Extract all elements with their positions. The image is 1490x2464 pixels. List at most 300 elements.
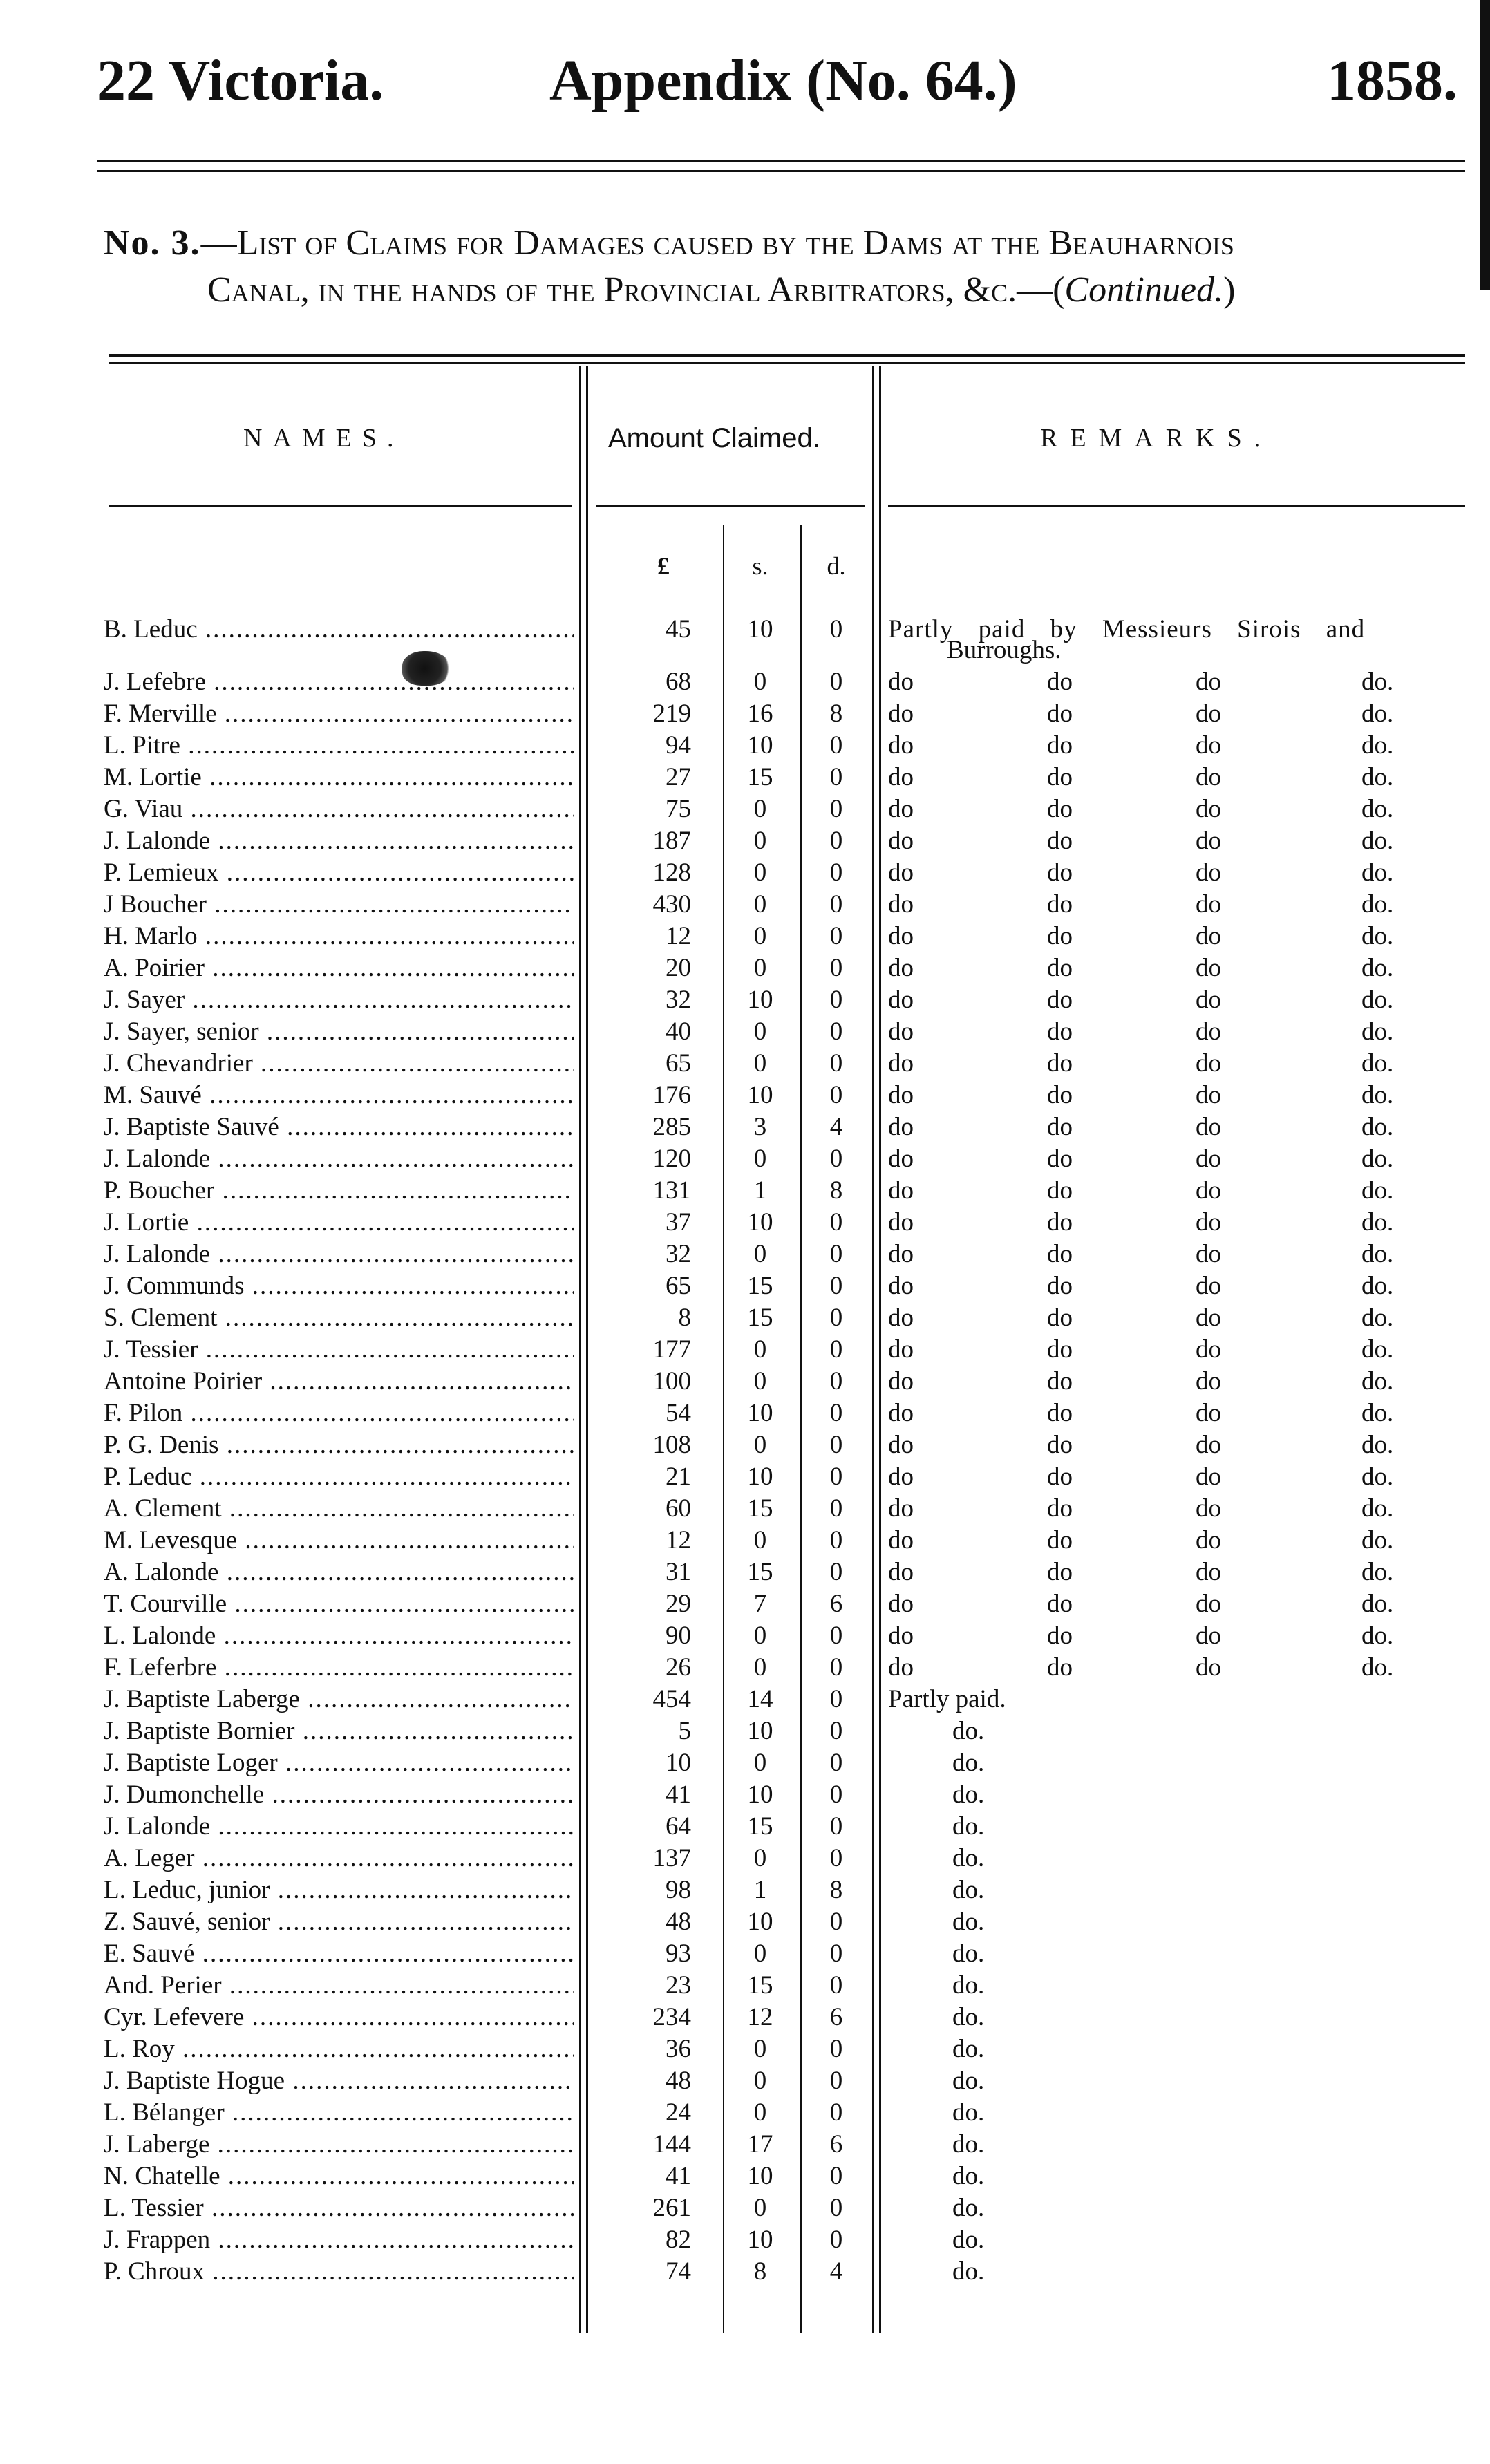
table-row (0, 1175, 1490, 1207)
amount-pence: 0 (829, 1812, 843, 1841)
claimant-name: L. Roy ..... (104, 2033, 574, 2065)
table-row (0, 2192, 1490, 2224)
table-row (0, 730, 1490, 762)
amount-shillings: 0 (753, 858, 767, 887)
amount-pence: 0 (829, 1780, 843, 1809)
amount-pence: 0 (829, 2194, 843, 2222)
claimant-name: And. Perier ..... (104, 1970, 574, 2002)
remark-ditto: do (1047, 890, 1073, 919)
remark-ditto: do. (1361, 795, 1394, 823)
title-continued: Continued. (1064, 270, 1224, 310)
table-row (0, 2129, 1490, 2161)
remark-ditto: do (1047, 699, 1073, 728)
table-row (0, 666, 1490, 698)
remark-ditto: do. (952, 1749, 985, 1777)
remark-ditto: do. (1361, 731, 1394, 760)
remark-ditto: do (888, 1304, 914, 1332)
remark-ditto: do. (952, 2098, 985, 2127)
remark-ditto: do. (1361, 986, 1394, 1014)
claimant-name: J. Baptiste Sauvé ..... (104, 1111, 574, 1143)
table-row (0, 1747, 1490, 1779)
remark-ditto: do (1047, 1463, 1073, 1491)
amount-shillings: 14 (747, 1685, 773, 1713)
remark-ditto: do (1196, 1240, 1221, 1268)
table-row (0, 1080, 1490, 1111)
amount-pence: 0 (829, 1240, 843, 1268)
amount-shillings: 0 (753, 1939, 767, 1968)
remark-ditto: do (1047, 858, 1073, 887)
claimant-name: A. Lalonde ..... (104, 1557, 574, 1588)
amount-pence: 0 (829, 1685, 843, 1713)
amount-shillings: 0 (753, 1749, 767, 1777)
claimant-name: F. Pilon ..... (104, 1398, 574, 1429)
amount-pence: 0 (829, 1272, 843, 1300)
remark-ditto: do (1047, 1431, 1073, 1459)
amount-pounds: 32 (666, 1240, 691, 1268)
remark-ditto: do (888, 1367, 914, 1395)
remark-ditto: do (1047, 922, 1073, 950)
amount-shillings: 0 (753, 2035, 767, 2063)
amount-shillings: 10 (747, 1399, 773, 1427)
amount-pounds: 90 (666, 1621, 691, 1650)
amount-shillings: 0 (753, 668, 767, 696)
amount-pounds: 40 (666, 1017, 691, 1046)
table-row (0, 2161, 1490, 2192)
unit-pounds: £ (657, 552, 670, 580)
amount-pounds: 234 (652, 2003, 691, 2031)
column-header-remarks: REMARKS. (1040, 424, 1274, 453)
amount-shillings: 0 (753, 1145, 767, 1173)
amount-pounds: 430 (652, 890, 691, 919)
remark-ditto: do (1196, 986, 1221, 1014)
remark-ditto: do (1047, 1145, 1073, 1173)
amount-pence: 0 (829, 2226, 843, 2254)
amount-shillings: 10 (747, 1780, 773, 1809)
remark-ditto: do. (1361, 1049, 1394, 1078)
remarks-head-rule (888, 505, 1465, 507)
claimant-name: H. Marlo ..... (104, 921, 574, 952)
amount-pence: 0 (829, 1908, 843, 1936)
claimant-name: B. Leduc ..... (104, 614, 574, 646)
remark-ditto: do. (952, 2067, 985, 2095)
amount-shillings: 0 (753, 827, 767, 855)
unit-shillings: s. (752, 552, 768, 580)
amount-shillings: 0 (753, 1621, 767, 1650)
remark-ditto: do (1196, 1304, 1221, 1332)
amount-shillings: 0 (753, 1653, 767, 1682)
amount-pence: 6 (829, 2003, 843, 2031)
amount-pounds: 144 (652, 2130, 691, 2159)
table-row (0, 2256, 1490, 2288)
table-row (0, 793, 1490, 825)
amount-pence: 0 (829, 1717, 843, 1745)
amount-shillings: 10 (747, 731, 773, 760)
remark-ditto: do. (952, 2162, 985, 2190)
unit-pence: d. (827, 552, 846, 580)
amount-shillings: 0 (753, 1240, 767, 1268)
remark-ditto: do. (952, 2257, 985, 2286)
amount-pence: 0 (829, 954, 843, 982)
claimant-name: T. Courville ..... (104, 1588, 574, 1620)
remark-ditto: do (888, 1176, 914, 1205)
claimant-name: L. Pitre ..... (104, 730, 574, 762)
amount-shillings: 0 (753, 1367, 767, 1395)
remark-ditto: do. (1361, 922, 1394, 950)
amount-pounds: 131 (652, 1176, 691, 1205)
remark-ditto: do (1047, 795, 1073, 823)
remark-ditto: do (1047, 1208, 1073, 1236)
table-row (0, 1429, 1490, 1461)
table-row (0, 2224, 1490, 2256)
amount-pounds: 454 (652, 1685, 691, 1713)
amount-pence: 0 (829, 1208, 843, 1236)
table-row (0, 1461, 1490, 1493)
remark-ditto: do (1196, 668, 1221, 696)
table-row (0, 1588, 1490, 1620)
remark-ditto: do. (952, 2035, 985, 2063)
remark-ditto: do (888, 1558, 914, 1586)
remark-ditto: do (888, 827, 914, 855)
claimant-name: J. Frappen ..... (104, 2224, 574, 2256)
amount-pounds: 45 (666, 615, 691, 643)
table-row (0, 1207, 1490, 1239)
remark-ditto: do (1196, 1208, 1221, 1236)
header-rule-bottom (97, 170, 1465, 172)
amount-pounds: 23 (666, 1971, 691, 2000)
remark-ditto: do (1196, 763, 1221, 791)
amount-pence: 0 (829, 1335, 843, 1364)
remark-ditto: do (888, 1463, 914, 1491)
amount-pounds: 177 (652, 1335, 691, 1364)
amount-pence: 8 (829, 1176, 843, 1205)
remark-ditto: do (1196, 1113, 1221, 1141)
claimant-name: J Boucher ..... (104, 889, 574, 921)
header-year: 1858. (1327, 48, 1458, 113)
remark-ditto: do (1047, 1081, 1073, 1109)
remark-ditto: do (1196, 827, 1221, 855)
amount-shillings: 0 (753, 1844, 767, 1872)
remark-ditto: do (1047, 1399, 1073, 1427)
remark-ditto: do (888, 1017, 914, 1046)
amount-pounds: 41 (666, 1780, 691, 1809)
remark-ditto: do. (1361, 827, 1394, 855)
amount-pounds: 12 (666, 1526, 691, 1554)
remark-ditto: do (1196, 1081, 1221, 1109)
amount-pounds: 5 (678, 1717, 691, 1745)
table-row (0, 1715, 1490, 1747)
remark-ditto: do. (1361, 1526, 1394, 1554)
amount-pounds: 285 (652, 1113, 691, 1141)
amount-pounds: 29 (666, 1590, 691, 1618)
claimant-name: J. Baptiste Laberge ..... (104, 1684, 574, 1715)
amount-pounds: 74 (666, 2257, 691, 2286)
amount-pounds: 36 (666, 2035, 691, 2063)
claimant-name: J. Laberge ..... (104, 2129, 574, 2161)
claimant-name: A. Poirier ..... (104, 952, 574, 984)
amount-shillings: 0 (753, 1335, 767, 1364)
claimant-name: N. Chatelle ..... (104, 2161, 574, 2192)
remark-text: Partly paid by Messieurs Sirois and (888, 615, 1366, 643)
table-row (0, 1143, 1490, 1175)
remark-ditto: do (1196, 731, 1221, 760)
table-row (0, 1620, 1490, 1652)
amount-pence: 0 (829, 1304, 843, 1332)
claimant-name: P. Leduc ..... (104, 1461, 574, 1493)
remark-ditto: do. (1361, 1621, 1394, 1650)
table-row (0, 1557, 1490, 1588)
header-appendix: Appendix (No. 64.) (549, 48, 1017, 113)
remark-ditto: do (888, 1526, 914, 1554)
remark-ditto: do (1047, 1049, 1073, 1078)
amount-shillings: 10 (747, 1081, 773, 1109)
claimant-name: J. Baptiste Hogue ..... (104, 2065, 574, 2097)
table-row (0, 1811, 1490, 1843)
table-row (0, 1970, 1490, 2002)
remark-ditto: do (1196, 1621, 1221, 1650)
amount-pence: 0 (829, 986, 843, 1014)
claimant-name: A. Leger ..... (104, 1843, 574, 1874)
amount-shillings: 15 (747, 1812, 773, 1841)
remark-ditto: do. (952, 1780, 985, 1809)
amount-pence: 0 (829, 1049, 843, 1078)
table-row (0, 889, 1490, 921)
amount-shillings: 0 (753, 795, 767, 823)
claimant-name: J. Baptiste Bornier ..... (104, 1715, 574, 1747)
remark-ditto: do (1196, 1272, 1221, 1300)
claimant-name: J. Sayer, senior ..... (104, 1016, 574, 1048)
amount-pence: 0 (829, 1494, 843, 1523)
amount-shillings: 10 (747, 1717, 773, 1745)
amount-pounds: 82 (666, 2226, 691, 2254)
table-row (0, 1334, 1490, 1366)
claimant-name: M. Lortie ..... (104, 762, 574, 793)
remark-ditto: do (1047, 1558, 1073, 1586)
amount-shillings: 1 (753, 1876, 767, 1904)
remark-ditto: do. (1361, 699, 1394, 728)
table-title (104, 220, 1458, 314)
remark-ditto: do (1196, 1145, 1221, 1173)
table-row (0, 762, 1490, 793)
claimant-name: J. Lalonde ..... (104, 1239, 574, 1270)
remark-ditto: do. (952, 2130, 985, 2159)
amount-pounds: 41 (666, 2162, 691, 2190)
claimant-name: J. Chevandrier ..... (104, 1048, 574, 1080)
table-row (0, 1684, 1490, 1715)
amount-shillings: 10 (747, 1463, 773, 1491)
amount-pence: 0 (829, 1399, 843, 1427)
remark-ditto: do. (1361, 1113, 1394, 1141)
amount-shillings: 15 (747, 1971, 773, 2000)
header-rule-top (97, 160, 1465, 162)
title-close-paren: ) (1223, 270, 1236, 310)
remark-ditto: do (888, 795, 914, 823)
remark-ditto: do (1196, 795, 1221, 823)
amount-shillings: 3 (753, 1113, 767, 1141)
claimant-name: E. Sauvé ..... (104, 1938, 574, 1970)
remark-ditto: do. (1361, 1653, 1394, 1682)
amount-pounds: 261 (652, 2194, 691, 2222)
amount-pence: 0 (829, 1367, 843, 1395)
amount-pence: 0 (829, 858, 843, 887)
amount-pence: 0 (829, 1971, 843, 2000)
running-header (0, 43, 1490, 119)
table-row (0, 2002, 1490, 2033)
amount-shillings: 0 (753, 954, 767, 982)
remark-ditto: do (888, 1399, 914, 1427)
amount-pounds: 176 (652, 1081, 691, 1109)
amount-pence: 0 (829, 1621, 843, 1650)
remark-ditto: do. (1361, 858, 1394, 887)
claimant-name: L. Lalonde ..... (104, 1620, 574, 1652)
claimant-name: J. Communds ..... (104, 1270, 574, 1302)
remark-ditto: do (888, 1113, 914, 1141)
title-line1-text: —List of Claims for Damages caused by the Dams at the Beauharnois (200, 223, 1234, 263)
remark-ditto: do. (952, 1844, 985, 1872)
remark-ditto: do (1196, 1335, 1221, 1364)
claimant-name: F. Merville ..... (104, 698, 574, 730)
remark-ditto: do. (1361, 1081, 1394, 1109)
names-head-rule (109, 505, 572, 507)
table-top-rule (109, 354, 1465, 357)
title-number: No. 3. (104, 223, 201, 263)
amount-pence: 0 (829, 668, 843, 696)
remark-ditto: do (1196, 1558, 1221, 1586)
amount-pounds: 64 (666, 1812, 691, 1841)
amount-pence: 4 (829, 2257, 843, 2286)
title-line2-text: Canal, in the hands of the Provincial Arbitrators, &c.—( (207, 270, 1065, 310)
amount-pence: 0 (829, 922, 843, 950)
claimant-name: J. Lefebre ..... (104, 666, 574, 698)
amount-pence: 0 (829, 1939, 843, 1968)
amount-pence: 0 (829, 1081, 843, 1109)
remark-ditto: do (1047, 1272, 1073, 1300)
remark-ditto: do (1196, 1590, 1221, 1618)
amount-shillings: 15 (747, 1304, 773, 1332)
remark-ditto: do (1047, 1017, 1073, 1046)
remark-ditto: do. (1361, 1240, 1394, 1268)
amount-pence: 0 (829, 1749, 843, 1777)
amount-pence: 0 (829, 615, 843, 643)
remark-ditto: do. (1361, 1494, 1394, 1523)
table-row (0, 921, 1490, 952)
amount-shillings: 0 (753, 1431, 767, 1459)
remark-ditto: do (888, 763, 914, 791)
remark-ditto: do (888, 1621, 914, 1650)
amount-pence: 6 (829, 2130, 843, 2159)
remark-ditto: do. (1361, 1335, 1394, 1364)
amount-shillings: 10 (747, 2162, 773, 2190)
amount-shillings: 0 (753, 1526, 767, 1554)
table-row (0, 857, 1490, 889)
claimant-name: Cyr. Lefevere ..... (104, 2002, 574, 2033)
amount-shillings: 0 (753, 1049, 767, 1078)
remark-ditto: do. (1361, 954, 1394, 982)
amount-pounds: 48 (666, 2067, 691, 2095)
table-row (0, 984, 1490, 1016)
remark-ditto: do. (952, 1971, 985, 2000)
remark-ditto: do. (1361, 1272, 1394, 1300)
remark-ditto: do (888, 1145, 914, 1173)
table-row (0, 1906, 1490, 1938)
table-row (0, 1525, 1490, 1557)
amount-pence: 0 (829, 827, 843, 855)
remark-ditto: do (1047, 668, 1073, 696)
amount-pence: 0 (829, 763, 843, 791)
remark-ditto: do. (952, 2226, 985, 2254)
remark-ditto: do (1047, 1335, 1073, 1364)
amount-shillings: 1 (753, 1176, 767, 1205)
remark-ditto: do. (1361, 1017, 1394, 1046)
remark-ditto: do (1196, 954, 1221, 982)
remark-ditto: do. (1361, 1590, 1394, 1618)
amount-pence: 0 (829, 2162, 843, 2190)
remark-ditto: do (888, 1590, 914, 1618)
amount-pounds: 20 (666, 954, 691, 982)
amount-shillings: 17 (747, 2130, 773, 2159)
claimant-name: Z. Sauvé, senior ..... (104, 1906, 574, 1938)
amount-pounds: 93 (666, 1939, 691, 1968)
amount-shillings: 0 (753, 922, 767, 950)
remark-ditto: do (1196, 1653, 1221, 1682)
remark-ditto: do (888, 986, 914, 1014)
amount-pounds: 32 (666, 986, 691, 1014)
amount-pounds: 21 (666, 1463, 691, 1491)
amount-pence: 0 (829, 1526, 843, 1554)
amount-shillings: 10 (747, 986, 773, 1014)
amount-shillings: 10 (747, 2226, 773, 2254)
amount-pounds: 219 (652, 699, 691, 728)
remark-ditto: do (1196, 1399, 1221, 1427)
table-row (0, 1048, 1490, 1080)
remark-ditto: do (1047, 827, 1073, 855)
claimant-name: S. Clement ..... (104, 1302, 574, 1334)
claimant-name: J. Lortie ..... (104, 1207, 574, 1239)
table-row (0, 1366, 1490, 1398)
claimant-name: P. Chroux ..... (104, 2256, 574, 2288)
remark-ditto: do (888, 858, 914, 887)
amount-shillings: 12 (747, 2003, 773, 2031)
amount-shillings: 15 (747, 1494, 773, 1523)
remark-ditto: do (888, 922, 914, 950)
remark-ditto: do (888, 1335, 914, 1364)
remark-ditto: do. (1361, 1431, 1394, 1459)
remark-text-continued: Burroughs. (947, 636, 1062, 664)
amount-pounds: 75 (666, 795, 691, 823)
remark-ditto: do (1047, 763, 1073, 791)
remark-ditto: do (1196, 1494, 1221, 1523)
amount-pounds: 68 (666, 668, 691, 696)
remark-ditto: do (888, 1240, 914, 1268)
amount-pence: 4 (829, 1113, 843, 1141)
amount-pounds: 24 (666, 2098, 691, 2127)
amount-shillings: 0 (753, 2194, 767, 2222)
amount-pence: 0 (829, 1558, 843, 1586)
remark-ditto: do (888, 1049, 914, 1078)
amount-pounds: 98 (666, 1876, 691, 1904)
remark-ditto: do (888, 954, 914, 982)
amount-pounds: 60 (666, 1494, 691, 1523)
remark-ditto: do (1047, 986, 1073, 1014)
remark-ditto: do (1196, 1526, 1221, 1554)
claimant-name: J. Lalonde ..... (104, 1811, 574, 1843)
title-line-2 (104, 267, 1458, 314)
table-row (0, 1493, 1490, 1525)
remark-ditto: do (888, 668, 914, 696)
remark-ditto: do (1047, 954, 1073, 982)
remark-ditto: do (888, 1431, 914, 1459)
amount-shillings: 10 (747, 1208, 773, 1236)
remark-ditto: do. (1361, 1304, 1394, 1332)
